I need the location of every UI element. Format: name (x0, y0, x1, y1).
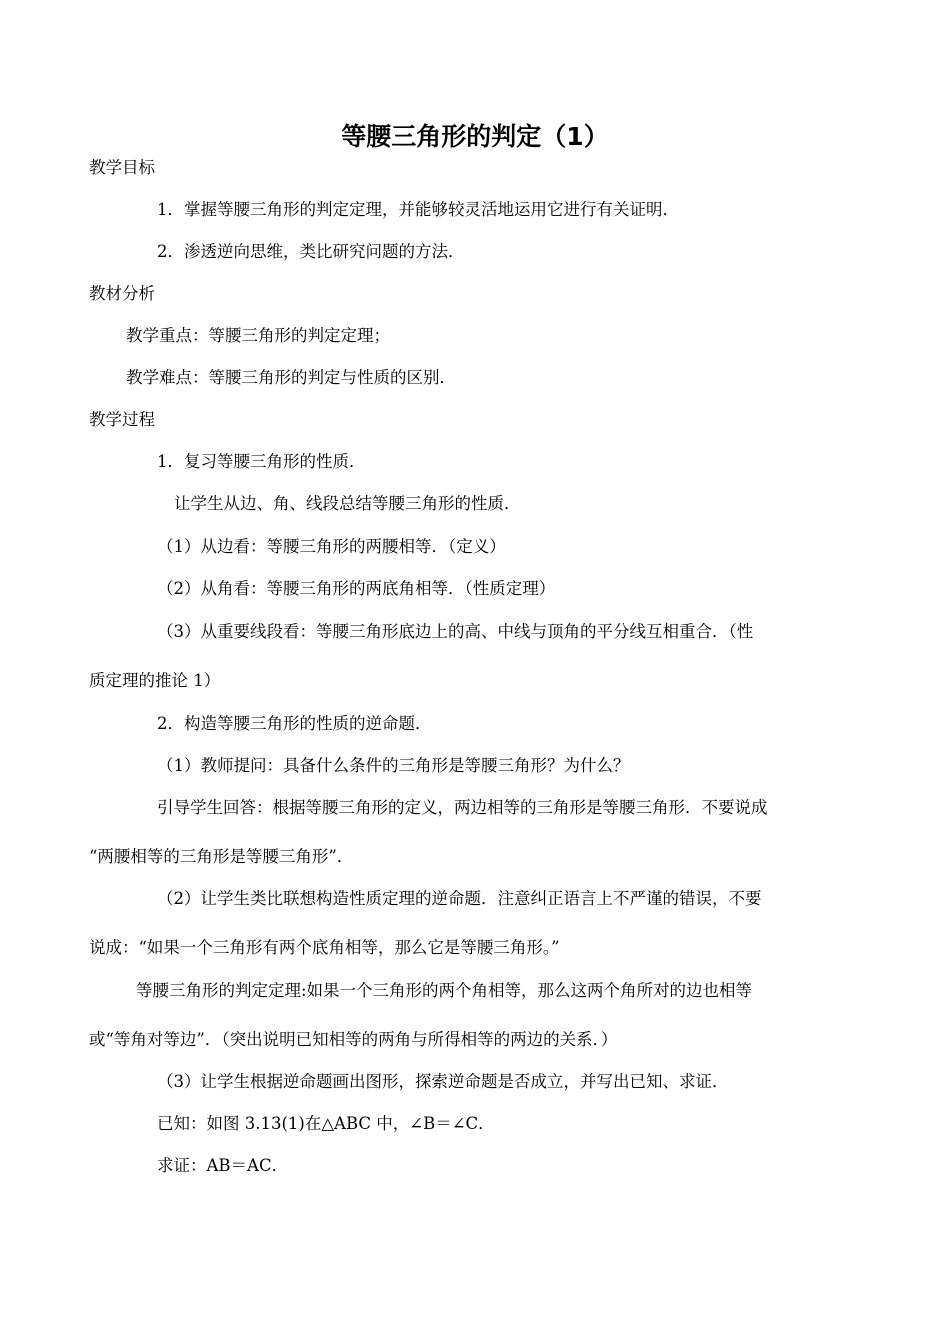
goal-item-1: 1．掌握等腰三角形的判定定理，并能够较灵活地运用它进行有关证明． (157, 200, 679, 219)
section-heading-goals: 教学目标 (89, 158, 155, 177)
property-item-1: （1）从边看：等腰三角形的两腰相等．（定义） (157, 537, 506, 556)
sub-item-3: （3）让学生根据逆命题画出图形，探索逆命题是否成立，并写出已知、求证． (157, 1072, 729, 1091)
section-heading-analysis: 教材分析 (89, 284, 155, 303)
paragraph-line: 说成：“如果一个三角形有两个底角相等，那么它是等腰三角形。” (89, 938, 560, 957)
process-step-1: 1．复习等腰三角形的性质． (157, 452, 366, 471)
goal-item-2: 2．渗透逆向思维，类比研究问题的方法． (157, 242, 465, 261)
section-heading-process: 教学过程 (89, 410, 155, 429)
sub-item-2: （2）让学生类比联想构造性质定理的逆命题．注意纠正语言上不严谨的错误，不要 (157, 889, 762, 908)
property-item-3: （3）从重要线段看：等腰三角形底边上的高、中线与顶角的平分线互相重合．（性 (157, 622, 754, 641)
theorem-line: 等腰三角形的判定定理:如果一个三角形的两个角相等，那么这两个角所对的边也相等 (136, 981, 753, 1000)
sub-item-1: （1）教师提问：具备什么条件的三角形是等腰三角形？为什么？ (157, 756, 630, 775)
property-item-3-cont: 质定理的推论 1） (89, 671, 221, 690)
theorem-line-cont: 或“等角对等边”．（突出说明已知相等的两角与所得相等的两边的关系．） (89, 1030, 618, 1049)
paragraph-line: “两腰相等的三角形是等腰三角形”． (89, 847, 354, 866)
property-item-2: （2）从角看：等腰三角形的两底角相等．（性质定理） (157, 579, 556, 598)
key-point-line: 教学重点：等腰三角形的判定定理； (126, 326, 390, 345)
given-line: 已知：如图 3.13(1)在△ABC 中，∠B＝∠C． (157, 1114, 495, 1133)
paragraph-line: 让学生从边、角、线段总结等腰三角形的性质． (174, 494, 521, 513)
document-title: 等腰三角形的判定（1） (341, 122, 609, 151)
process-step-2: 2．构造等腰三角形的性质的逆命题． (157, 714, 432, 733)
prove-line: 求证：AB＝AC． (157, 1156, 289, 1175)
paragraph-line: 引导学生回答：根据等腰三角形的定义，两边相等的三角形是等腰三角形．不要说成 (157, 798, 768, 817)
difficult-point-line: 教学难点：等腰三角形的判定与性质的区别． (126, 368, 456, 387)
